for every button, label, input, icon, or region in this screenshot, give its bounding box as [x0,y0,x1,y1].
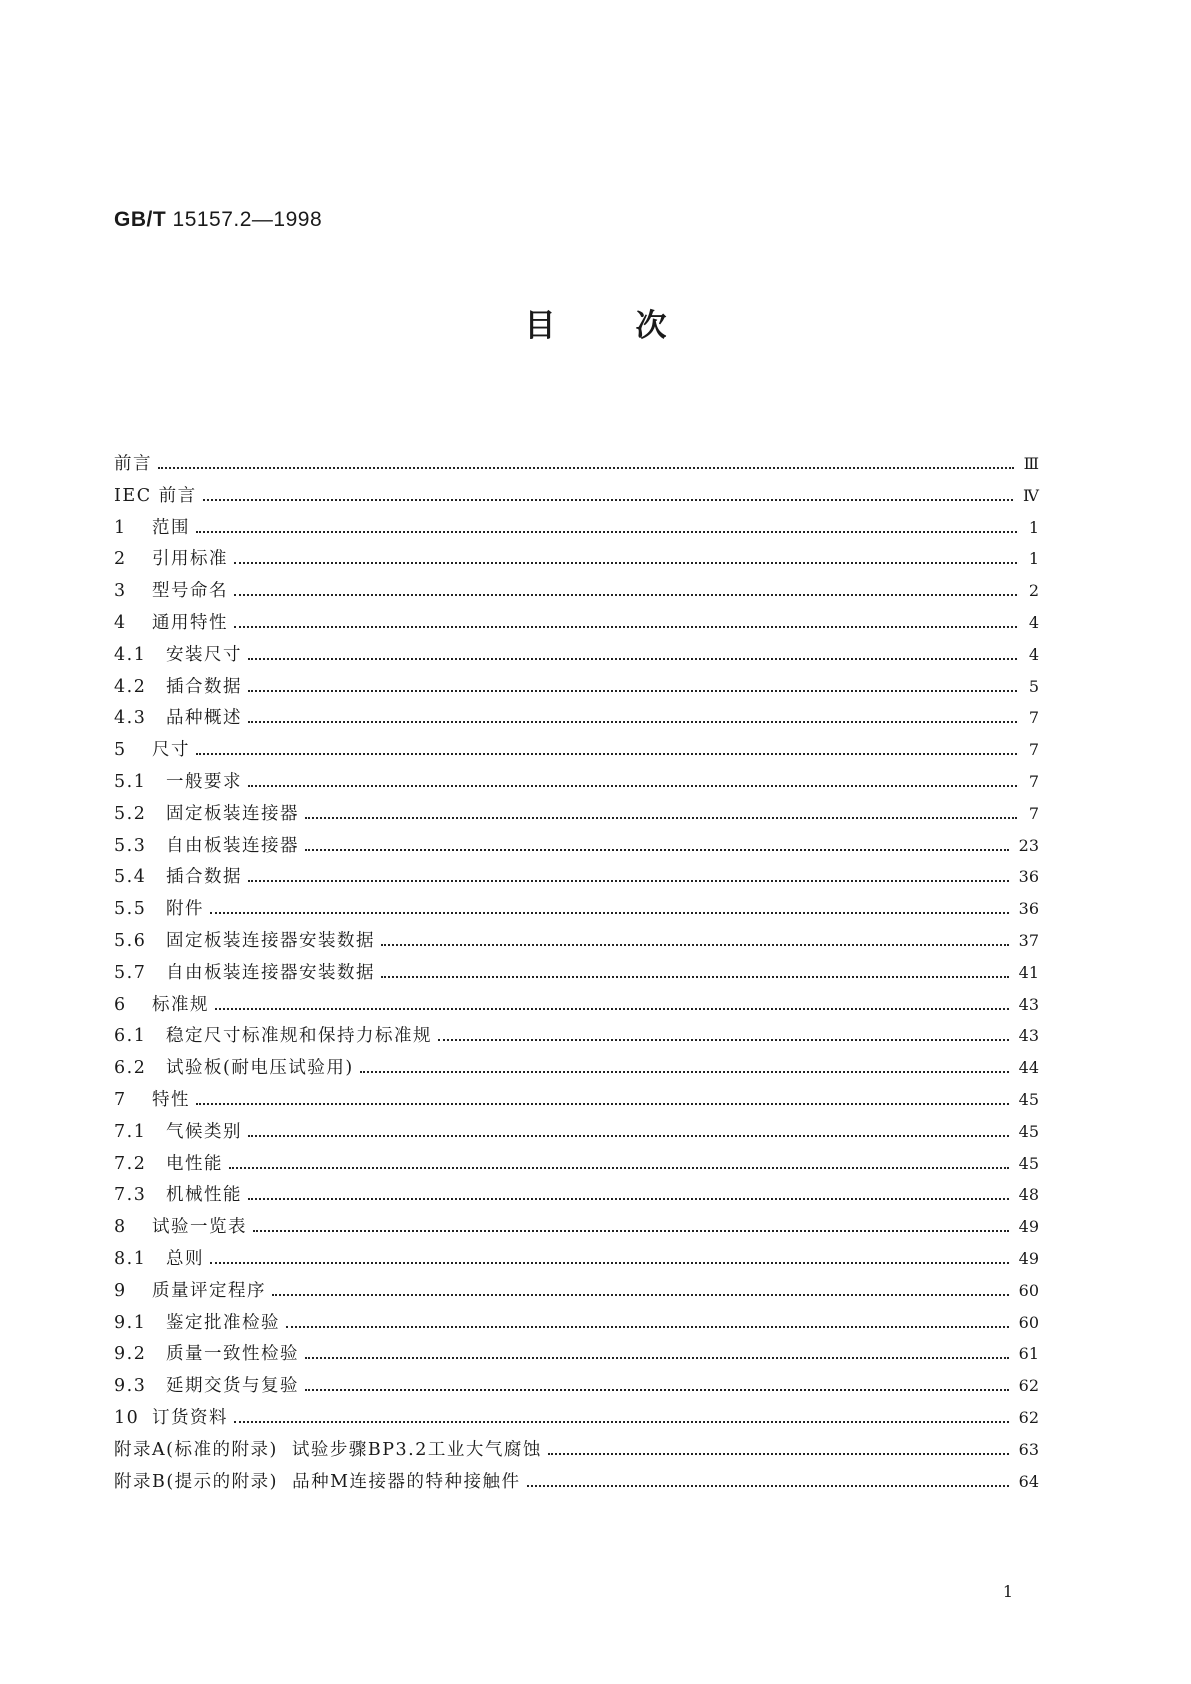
toc-dot-leader [286,1326,1009,1328]
toc-entry-page: 49 [1018,1248,1039,1268]
toc-entry-title: 试验一览表 [152,1217,247,1238]
toc-dot-leader [215,1008,1009,1010]
toc-entry-title: 引用标准 [152,549,228,570]
toc-entry[interactable] [114,639,1039,671]
toc-entry-page: 45 [1018,1089,1039,1109]
toc-entry-label [114,1371,305,1403]
toc-entry-title: 订货资料 [152,1407,228,1428]
toc-entry[interactable] [114,957,1039,989]
toc-entry[interactable] [114,1370,1039,1402]
toc-entry-number: 4.1 [114,644,147,665]
toc-entry[interactable] [114,1243,1039,1275]
toc-entry-label [114,1276,272,1308]
toc-entry-title: 鉴定批准检验 [166,1312,280,1333]
toc-dot-leader [234,626,1017,628]
toc-dot-leader [381,944,1009,946]
toc-entry-number: 9 [114,1280,127,1301]
toc-dot-leader [210,1262,1009,1264]
page-title: 目次 [524,308,747,344]
toc-entry-page: Ⅳ [1023,485,1039,505]
toc-dot-leader [248,1135,1009,1137]
toc-entry-label [114,1339,305,1371]
toc-entry-title: 范围 [152,517,190,538]
toc-entry-label [114,703,248,735]
toc-entry-label [114,1021,438,1053]
toc-dot-leader [548,1453,1009,1455]
toc-entry-number: 6 [114,994,127,1015]
toc-entry-label [114,990,215,1022]
toc-entry-title: 延期交货与复验 [166,1376,299,1397]
toc-entry-label [114,926,381,958]
toc-entry-title: 气候类别 [166,1121,242,1142]
toc-entry-title: IEC 前言 [114,485,197,506]
toc-entry-number: 5 [114,740,127,761]
toc-entry-page: 60 [1018,1280,1039,1300]
toc-entry-page: 7 [1028,771,1039,791]
toc-entry-label [114,672,248,704]
toc-entry-title: 附录A(标准的附录) 试验步骤BP3.2工业大气腐蚀 [114,1439,542,1460]
toc-entry[interactable] [114,1020,1039,1052]
toc-entry-page: 43 [1018,1026,1039,1046]
toc-entry-label [114,958,381,990]
toc-dot-leader [234,594,1017,596]
toc-entry-page: 7 [1028,708,1039,728]
toc-dot-leader [253,1230,1009,1232]
table-of-contents [114,448,1039,1497]
toc-entry[interactable] [114,512,1039,544]
toc-entry-label [114,640,248,672]
toc-entry-number: 5.2 [114,803,147,824]
toc-entry-title: 标准规 [152,994,209,1015]
toc-entry[interactable] [114,1052,1039,1084]
toc-entry-page: 4 [1028,612,1039,632]
toc-entry-number: 9.2 [114,1344,147,1365]
toc-entry-page: 36 [1018,899,1039,919]
toc-entry-title: 电性能 [166,1153,223,1174]
toc-entry-page: 7 [1028,740,1039,760]
toc-entry-label [114,1053,360,1085]
toc-entry-label [114,894,210,926]
toc-entry[interactable] [114,1179,1039,1211]
toc-entry-title: 附件 [166,899,204,920]
toc-entry[interactable] [114,1402,1039,1434]
toc-entry-page: 41 [1018,962,1039,982]
toc-entry-title: 自由板装连接器 [166,835,299,856]
toc-entry-number: 3 [114,581,127,602]
toc-dot-leader [234,562,1017,564]
toc-entry[interactable] [114,480,1039,512]
toc-entry-label [114,799,305,831]
toc-dot-leader [248,785,1017,787]
toc-entry-title: 附录B(提示的附录) 品种M连接器的特种接触件 [114,1471,521,1492]
toc-entry-number: 6.1 [114,1026,147,1047]
toc-entry-title: 前言 [114,454,152,474]
toc-entry-page: 45 [1018,1153,1039,1173]
toc-dot-leader [305,1357,1009,1359]
toc-entry[interactable] [114,1275,1039,1307]
toc-entry-number: 5.7 [114,962,147,983]
toc-entry[interactable] [114,543,1039,575]
toc-entry-number: 7 [114,1089,127,1110]
toc-entry-number: 4.3 [114,708,147,729]
standard-number: 15157.2—1998 [172,208,323,231]
toc-entry-label [114,767,248,799]
toc-entry-page: 23 [1018,835,1039,855]
toc-entry-number: 5.6 [114,930,147,951]
toc-entry-page: 64 [1018,1471,1039,1491]
toc-entry-page: 37 [1018,930,1039,950]
toc-entry-number: 5.3 [114,835,147,856]
toc-entry-page: 7 [1028,803,1039,823]
toc-entry[interactable] [114,734,1039,766]
toc-entry-page: 36 [1018,867,1039,887]
toc-dot-leader [203,499,1013,501]
toc-entry-title: 质量一致性检验 [166,1344,299,1365]
toc-entry-number: 10 [114,1407,140,1428]
toc-entry-page: 5 [1028,676,1039,696]
toc-entry-label [114,1435,548,1467]
toc-entry-page: 1 [1028,517,1039,537]
toc-entry-page: Ⅲ [1023,454,1039,473]
toc-entry[interactable] [114,575,1039,607]
toc-entry[interactable] [114,798,1039,830]
toc-entry[interactable] [114,1148,1039,1180]
toc-entry-label [114,1212,253,1244]
toc-entry-title: 型号命名 [152,581,228,602]
toc-entry-title: 特性 [152,1089,190,1110]
toc-entry-label [114,1117,248,1149]
toc-entry-title: 稳定尺寸标准规和保持力标准规 [166,1026,432,1047]
toc-entry[interactable] [114,1307,1039,1339]
toc-entry-page: 60 [1018,1312,1039,1332]
toc-entry-title: 固定板装连接器安装数据 [166,930,375,951]
toc-dot-leader [229,1167,1009,1169]
toc-entry-number: 1 [114,517,127,538]
toc-entry-label [114,1467,527,1499]
toc-entry-number: 7.3 [114,1185,147,1206]
toc-dot-leader [527,1485,1009,1487]
toc-entry-title: 质量评定程序 [152,1280,266,1301]
standard-prefix: GB/T [114,208,167,231]
toc-dot-leader [248,721,1017,723]
toc-entry-label [114,1085,196,1117]
toc-entry-page: 63 [1018,1439,1039,1459]
toc-entry-label [114,862,248,894]
toc-entry-page: 48 [1018,1185,1039,1205]
toc-entry-title: 插合数据 [166,676,242,697]
toc-entry-label [114,735,196,767]
toc-entry-title: 自由板装连接器安装数据 [166,962,375,983]
toc-entry-number: 7.1 [114,1121,147,1142]
toc-entry-label [114,544,234,576]
toc-entry[interactable] [114,925,1039,957]
toc-entry-label [114,1244,210,1276]
toc-entry[interactable] [114,766,1039,798]
toc-dot-leader [381,976,1009,978]
toc-entry-label [114,608,234,640]
toc-dot-leader [158,467,1014,469]
toc-entry-page: 2 [1028,581,1039,601]
toc-entry[interactable] [114,1338,1039,1370]
toc-dot-leader [305,817,1017,819]
toc-entry-title: 插合数据 [166,867,242,888]
toc-entry[interactable] [114,702,1039,734]
toc-entry[interactable] [114,1434,1039,1466]
toc-entry-number: 6.2 [114,1058,147,1079]
toc-entry[interactable] [114,861,1039,893]
toc-entry-label [114,513,196,545]
toc-entry[interactable] [114,1084,1039,1116]
toc-entry[interactable] [114,607,1039,639]
toc-dot-leader [196,753,1017,755]
toc-entry-number: 5.4 [114,867,147,888]
toc-entry-number: 5.5 [114,899,147,920]
toc-entry[interactable] [114,893,1039,925]
toc-entry-title: 机械性能 [166,1185,242,1206]
toc-entry-page: 61 [1018,1344,1039,1364]
toc-entry[interactable] [114,1466,1039,1498]
toc-entry-label [114,1308,286,1340]
toc-entry-number: 2 [114,549,127,570]
toc-entry-label [114,1149,229,1181]
toc-entry-label [114,576,234,608]
toc-entry-page: 62 [1018,1407,1039,1427]
toc-entry-label [114,481,203,513]
toc-entry-title: 通用特性 [152,612,228,633]
toc-entry-page: 44 [1018,1058,1039,1078]
toc-entry-label [114,831,305,863]
toc-dot-leader [305,1389,1009,1391]
page-number: 1 [1002,1582,1013,1601]
toc-entry-page: 49 [1018,1217,1039,1237]
toc-entry[interactable] [114,989,1039,1021]
toc-dot-leader [248,880,1009,882]
toc-entry-number: 7.2 [114,1153,147,1174]
toc-entry-page: 62 [1018,1376,1039,1396]
toc-entry-number: 4 [114,612,127,633]
toc-entry-page: 1 [1028,549,1039,569]
toc-entry-title: 一般要求 [166,771,242,792]
toc-entry[interactable] [114,448,1039,480]
toc-entry-number: 9.3 [114,1376,147,1397]
toc-entry[interactable] [114,830,1039,862]
toc-entry-title: 固定板装连接器 [166,803,299,824]
toc-entry[interactable] [114,671,1039,703]
toc-dot-leader [210,912,1009,914]
toc-dot-leader [248,658,1017,660]
toc-dot-leader [305,849,1009,851]
toc-dot-leader [248,690,1017,692]
toc-dot-leader [360,1071,1009,1073]
toc-entry-title: 总则 [166,1248,204,1269]
toc-entry-page: 43 [1018,994,1039,1014]
toc-dot-leader [196,1103,1009,1105]
toc-entry-number: 8.1 [114,1248,147,1269]
toc-entry-title: 安装尺寸 [166,644,242,665]
toc-entry-title: 试验板(耐电压试验用) [166,1058,354,1079]
toc-entry-number: 9.1 [114,1312,147,1333]
toc-entry-page: 45 [1018,1121,1039,1141]
toc-entry-page: 4 [1028,644,1039,664]
toc-entry-number: 5.1 [114,771,147,792]
toc-dot-leader [248,1198,1009,1200]
toc-dot-leader [438,1039,1009,1041]
toc-dot-leader [234,1421,1009,1423]
toc-entry-number: 4.2 [114,676,147,697]
toc-entry-number: 8 [114,1217,127,1238]
toc-entry[interactable] [114,1116,1039,1148]
toc-dot-leader [196,531,1017,533]
toc-dot-leader [272,1294,1009,1296]
toc-entry-label [114,1180,248,1212]
toc-entry-title: 尺寸 [152,740,190,761]
toc-entry-label [114,1403,234,1435]
standard-code [114,208,322,232]
toc-entry[interactable] [114,1211,1039,1243]
toc-entry-label [114,449,158,481]
toc-entry-title: 品种概述 [166,708,242,729]
